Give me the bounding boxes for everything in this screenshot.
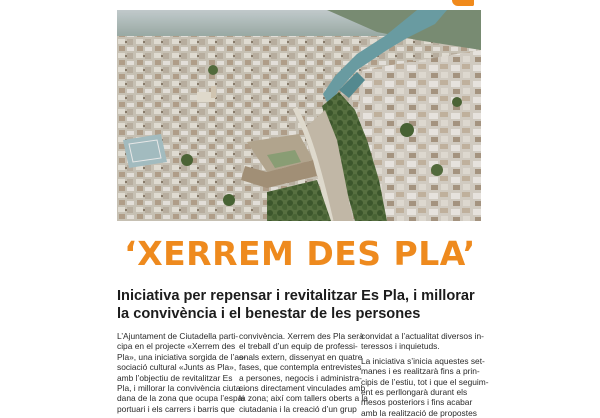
body-line: L’Ajuntament de Ciutadella parti- xyxy=(117,331,239,341)
body-line: el treball d’un equip de professi- xyxy=(239,341,358,352)
aerial-photo-ciutadella xyxy=(117,10,481,221)
subtitle-line: la convivència i el benestar de les persones xyxy=(117,306,421,322)
body-line: ent es perllongarà durant els xyxy=(361,387,468,398)
body-line: convivència. Xerrem des Pla serà xyxy=(239,331,364,341)
subtitle-line: Iniciativa per repensar i revitalitzar Es Pla, i millorar xyxy=(117,288,475,304)
body-line: manes i es realitzarà fins a prin- xyxy=(361,366,480,377)
article-column-2 xyxy=(239,331,368,414)
body-line: La iniciativa s’inicia aquestes set- xyxy=(361,355,485,366)
article-column-3 xyxy=(361,331,489,418)
body-line: amb la realització de propostes xyxy=(361,407,477,418)
article-subtitle xyxy=(117,287,487,323)
body-line: cions directament vinculades amb xyxy=(239,383,366,394)
body-line: a persones, negocis i administra- xyxy=(239,372,362,383)
article-column-1 xyxy=(117,331,246,414)
body-line: mesos posteriors i fins acabar xyxy=(361,397,473,408)
body-line: portuari i els carrers i barris que xyxy=(117,403,235,414)
body-line: Pla, i millorar la convivència ciuta- xyxy=(117,383,244,394)
body-line: dana de la zona que ocupa l’espai xyxy=(117,393,245,404)
body-line: Pla», una iniciativa sorgida de l’as- xyxy=(117,351,246,362)
body-line: fases, que contempla entrevistes xyxy=(239,362,362,373)
body-line: la zona; així com tallers oberts a la xyxy=(239,393,368,404)
orange-corner-tab xyxy=(452,0,474,6)
body-line: onals extern, dissenyat en quatre xyxy=(239,351,363,362)
article-headline: ‘XERREM DES PLA’ xyxy=(124,234,476,273)
body-line: cipa en el projecte «Xerrem des xyxy=(117,341,236,352)
body-line: sociació cultural «Junts as Pla», xyxy=(117,362,237,373)
body-line: teressos i inquietuds. xyxy=(361,341,440,352)
body-line: cipis de l’estiu, tot i que el seguim- xyxy=(361,376,489,387)
body-line: amb l’objectiu de revitalitzar Es xyxy=(117,372,233,383)
body-line: convidat a l’actualitat diversos in- xyxy=(361,331,484,341)
body-line: ciutadania i la creació d’un grup xyxy=(239,403,357,414)
